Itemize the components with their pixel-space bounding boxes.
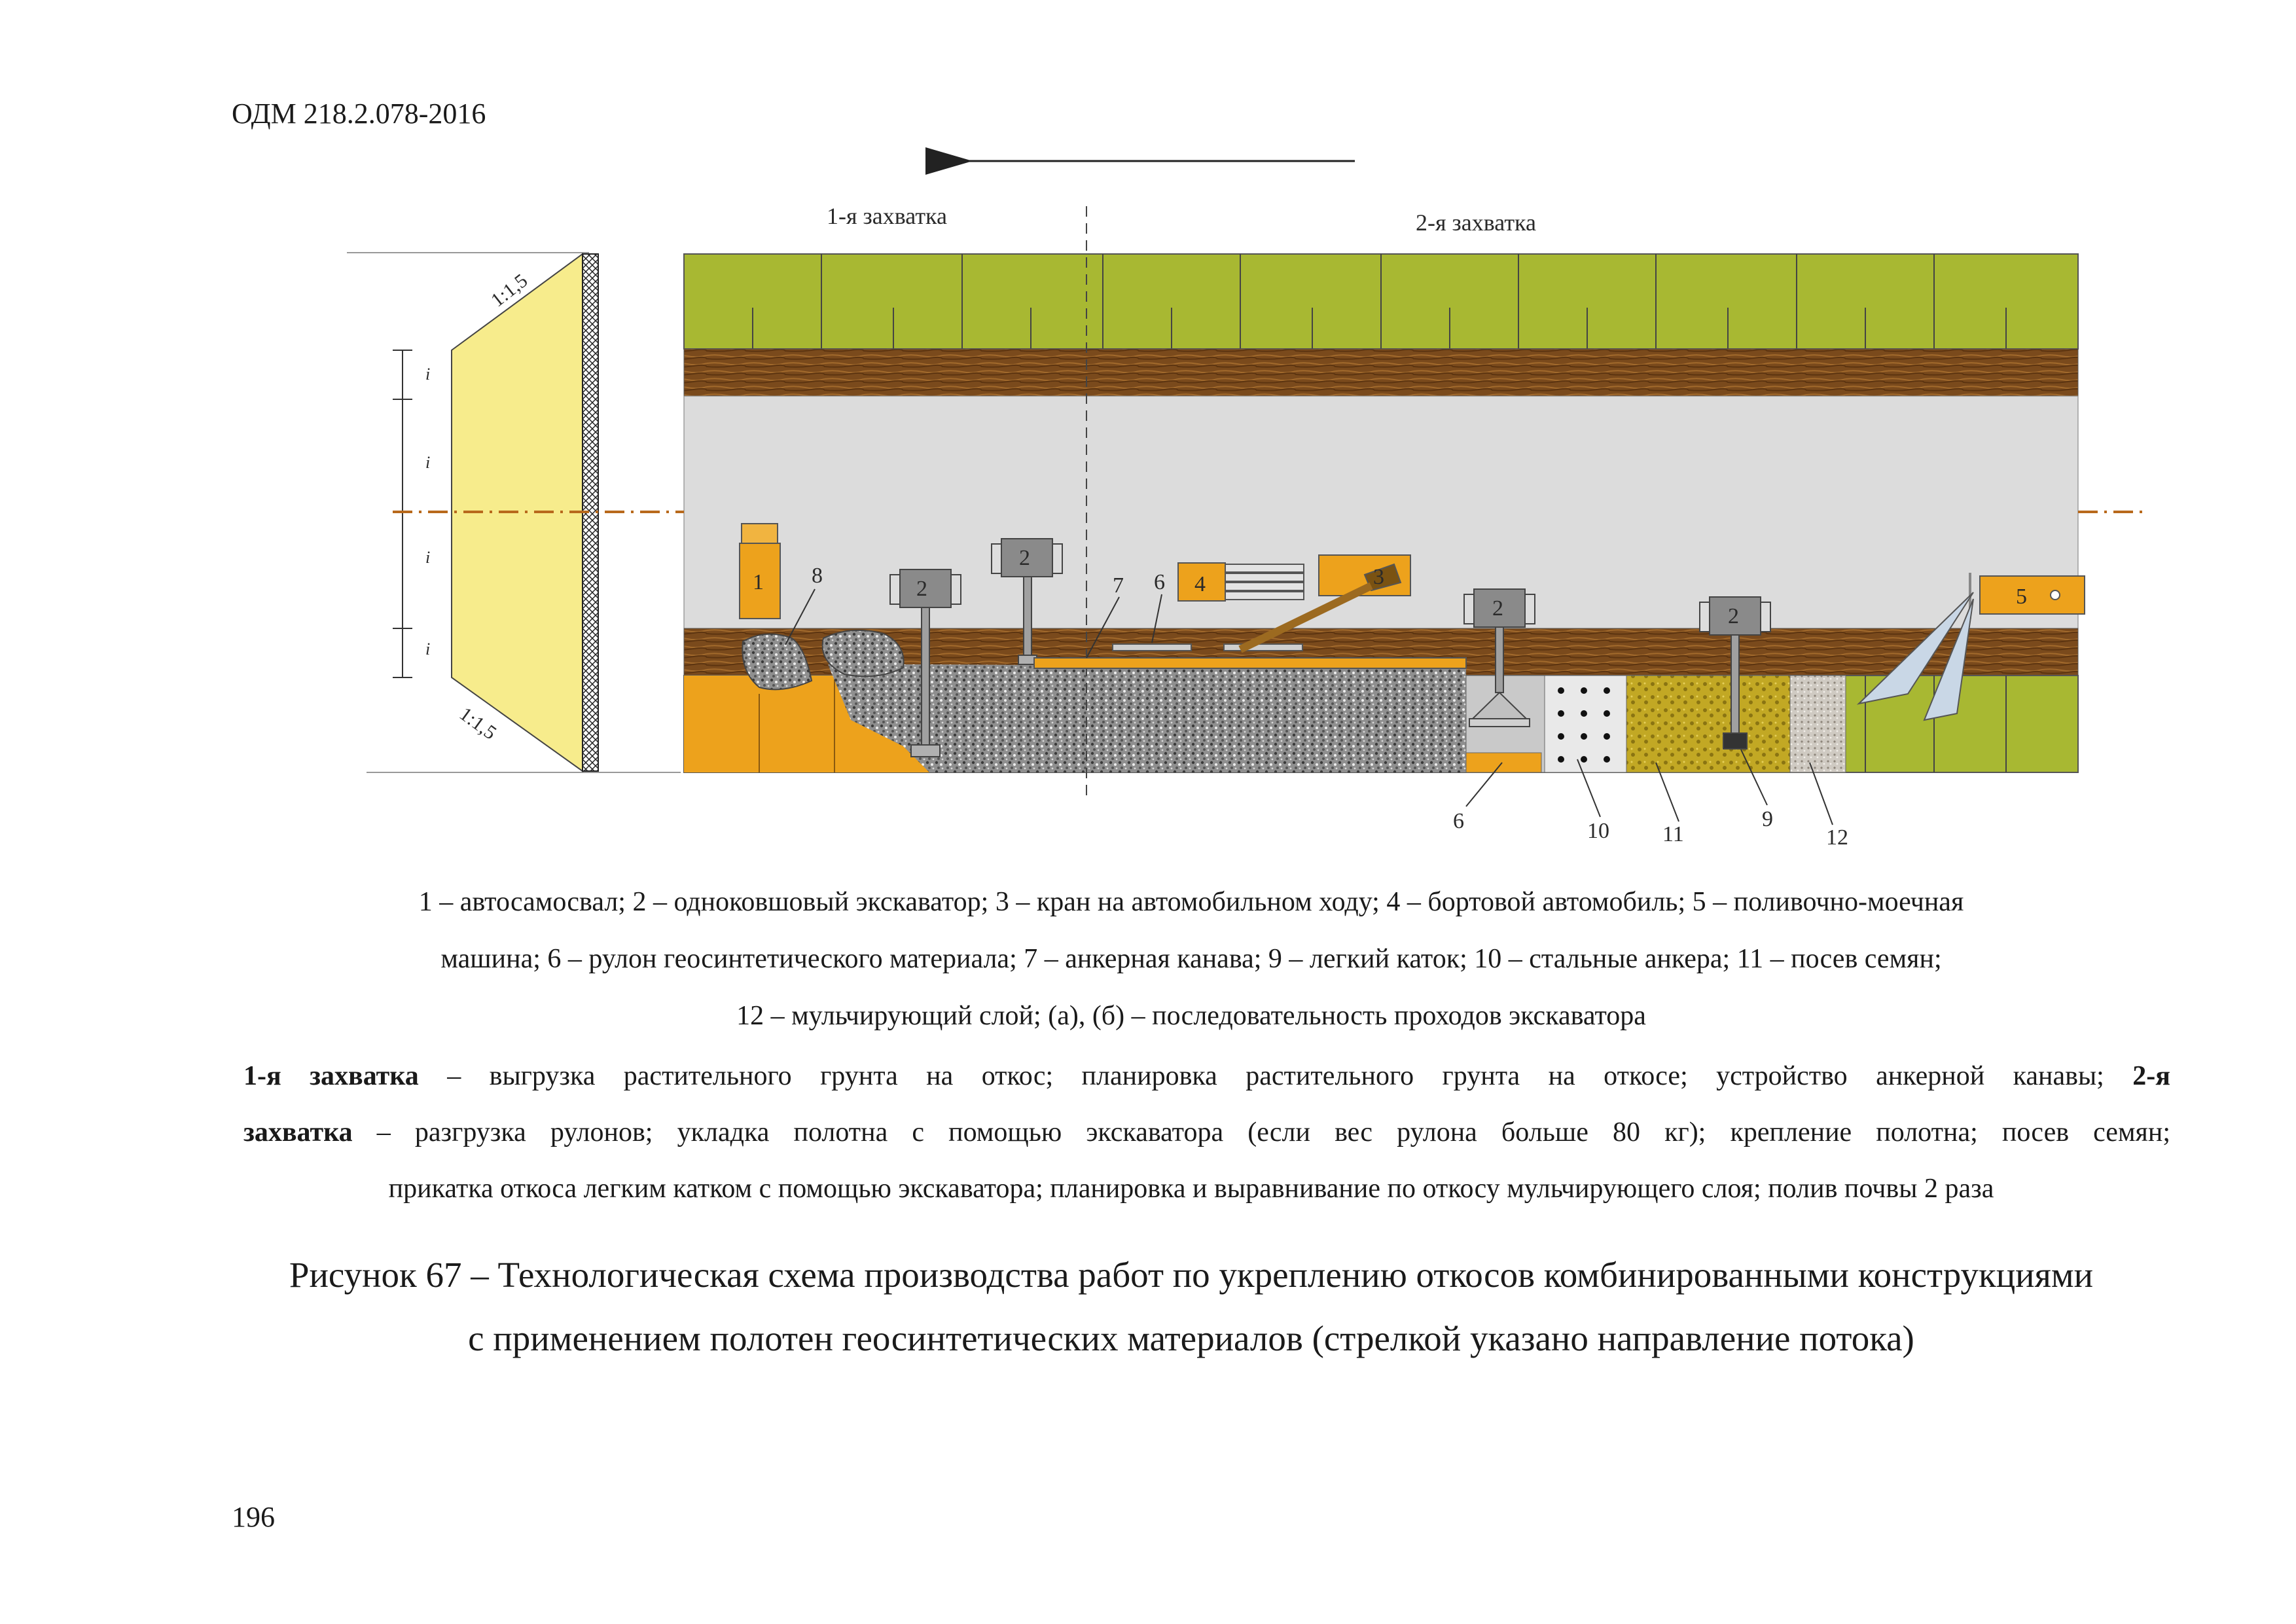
slope-mark-2: i	[425, 453, 431, 472]
slope-mark-1: i	[425, 365, 431, 384]
callout-2d: 2	[1728, 604, 1739, 628]
legend-line-2: машина; 6 – рулон геосинтетического материала; 7 – анкерная канава; 9 – легкий каток; 10 – стальные анкера; 11 – посев семян;	[440, 944, 1942, 974]
figure-caption-line-1: Рисунок 67 – Технологическая схема производства работ по укреплению откосов комбинированными конструкциями	[289, 1255, 2094, 1295]
stage2-label-a: 2-я	[2132, 1061, 2170, 1091]
legend-line-3: 12 – мульчирующий слой; (а), (б) – последовательность проходов экскаватора	[736, 1001, 1646, 1031]
callout-3: 3	[1373, 565, 1384, 589]
plan-view	[393, 206, 2147, 802]
zone2-label: 2-я захватка	[1416, 209, 1536, 236]
callout-5: 5	[2016, 585, 2027, 609]
stages-line-3: прикатка откоса легким катком с помощью экскаватора; планировка и выравнивание по откосу мульчирующего слоя; полив почвы 2 раза	[388, 1174, 1994, 1204]
callout-10: 10	[1587, 819, 1609, 843]
slope-ratio-bottom: 1:1,5	[455, 702, 501, 744]
callout-2a: 2	[916, 577, 927, 601]
stage2-label-b: захватка	[243, 1117, 353, 1147]
document-code: ОДМ 218.2.078-2016	[232, 98, 486, 130]
stage1-label: 1-я захватка	[243, 1061, 419, 1091]
zone1-label: 1-я захватка	[827, 203, 947, 229]
slope-mark-3: i	[425, 548, 431, 567]
callout-6b: 6	[1453, 809, 1464, 833]
callout-1: 1	[753, 570, 764, 594]
page-number: 196	[232, 1501, 275, 1533]
stage1-text: – выгрузка растительного грунта на откос; планировка растительного грунта на откосе; устройство анкерной канавы;	[418, 1061, 2133, 1091]
callout-12: 12	[1826, 825, 1848, 850]
slope-cross-section	[393, 254, 598, 771]
callout-9: 9	[1762, 807, 1773, 831]
callout-2b: 2	[1019, 546, 1030, 570]
legend-line-1: 1 – автосамосвал; 2 – одноковшовый экскаватор; 3 – кран на автомобильном ходу; 4 – бортовой автомобиль; 5 – поливочно-моечная	[418, 887, 1964, 917]
callout-11: 11	[1662, 822, 1684, 846]
callout-8: 8	[812, 564, 823, 588]
callout-4: 4	[1194, 572, 1206, 596]
callout-2c: 2	[1492, 596, 1503, 621]
callout-7: 7	[1113, 573, 1124, 598]
slope-mark-4: i	[425, 640, 431, 659]
stages-line-2	[243, 1115, 2170, 1149]
stage2-text-a: – разгрузка рулонов; укладка полотна с помощью экскаватора (если вес рулона больше 80 кг); крепление полотна; посев семян;	[352, 1117, 2170, 1147]
stages-line-1	[243, 1059, 2170, 1093]
callout-6a: 6	[1154, 570, 1165, 594]
slope-ratio-top: 1:1,5	[486, 270, 532, 312]
figure-caption-line-2: с применением полотен геосинтетических материалов (стрелкой указано направление потока)	[468, 1318, 1914, 1358]
